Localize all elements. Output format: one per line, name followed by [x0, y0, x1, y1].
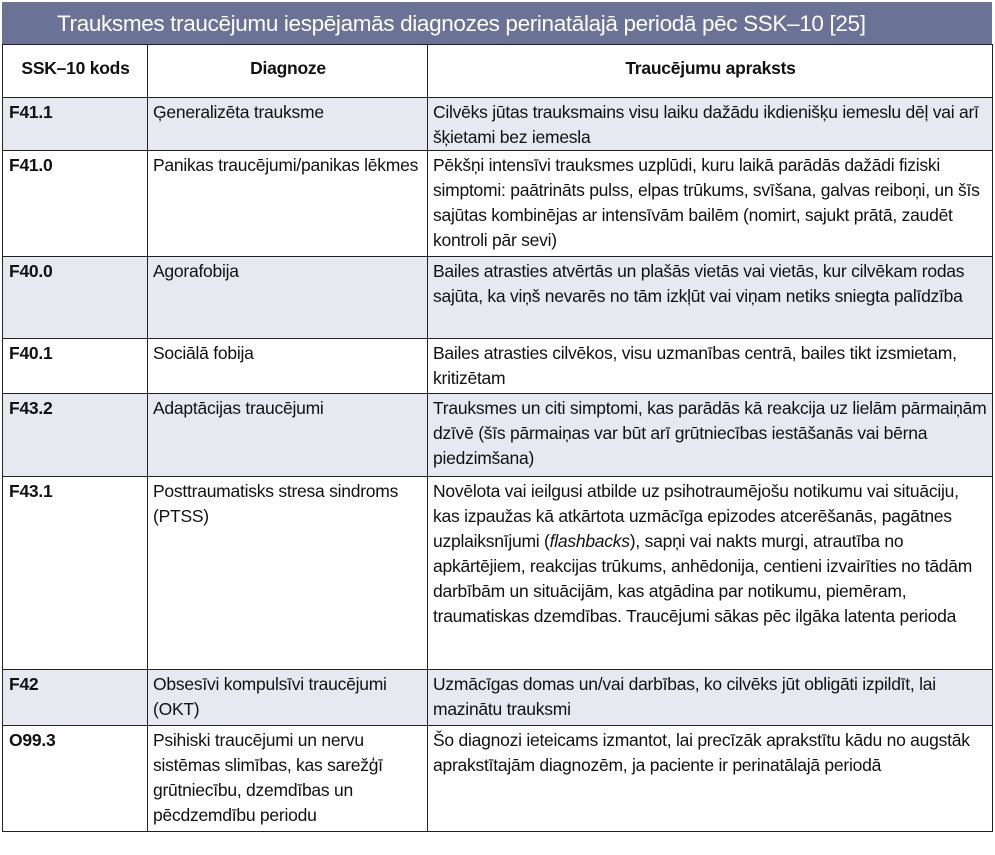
description-cell: Bailes atrasties atvērtās un plašās vietās vai vietās, kur cilvēkam rodas sajūta, ka viņš nevarēs no tām izkļūt vai viņam netiks sniegta palīdzība [428, 257, 993, 339]
description-cell: Bailes atrasties cilvēkos, visu uzmanības centrā, bailes tikt izsmietam, kritizētam [428, 339, 993, 394]
description-cell: Pēkšņi intensīvi trauksmes uzplūdi, kuru laikā parādās dažādi fiziski simptomi: paātrināts pulss, elpas trūkums, svīšana, galvas reiboņi, un šīs sajūtas kombinējas ar intensīvām bailēm (nomirt, sajukt prātā, zaudēt kontroli pār sevi) [428, 151, 993, 257]
header-diagnosis: Diagnoze [148, 45, 428, 98]
description-cell: Šo diagnozi ieteicams izmantot, lai precīzāk aprakstītu kādu no augstāk aprakstītajām diagnozēm, ja paciente ir perinatālajā periodā [428, 726, 993, 832]
table-row [3, 257, 993, 339]
code-cell: F42 [3, 670, 148, 726]
description-cell: Uzmācīgas domas un/vai darbības, ko cilvēks jūt obligāti izpildīt, lai mazinātu trauksmi [428, 670, 993, 726]
table-row [3, 726, 993, 832]
diagnosis-cell: Adaptācijas traucējumi [148, 394, 428, 477]
code-cell: O99.3 [3, 726, 148, 832]
code-cell: F43.1 [3, 477, 148, 670]
code-cell: F40.1 [3, 339, 148, 394]
table-row [3, 670, 993, 726]
description-italic-text: flashbacks [549, 531, 630, 551]
diagnosis-cell: Obsesīvi kompulsīvi traucējumi (OKT) [148, 670, 428, 726]
description-cell: Cilvēks jūtas trauksmains visu laiku dažādu ikdienišķu iemeslu dēļ vai arī šķietami bez iemesla [428, 98, 993, 151]
description-cell [428, 477, 993, 670]
description-cell: Trauksmes un citi simptomi, kas parādās kā reakcija uz lielām pārmaiņām dzīvē (šīs pārmaiņas var būt arī grūtniecības iestāšanās vai bērna piedzimšana) [428, 394, 993, 477]
table-row [3, 151, 993, 257]
table-row [3, 98, 993, 151]
table-row [3, 339, 993, 394]
code-cell: F43.2 [3, 394, 148, 477]
description-text: Novēlota vai ieilgusi atbilde uz psihotraumējošu notikumu vai situāciju, kas izpaužas kā atkārtota uzmācīga epizodes atcerēšanās, pagātnes uzplaiksnījumi ( [433, 481, 959, 551]
diagnosis-cell: Sociālā fobija [148, 339, 428, 394]
header-description: Traucējumu apraksts [428, 45, 993, 98]
diagnosis-cell: Panikas traucējumi/panikas lēkmes [148, 151, 428, 257]
header-row [3, 45, 993, 98]
description-text: ), sapņi vai nakts murgi, atrautība no apkārtējiem, reakcijas trūkums, anhēdonija, centieni izvairīties no tādām darbībām un situācijām, kas atgādina par notikumu, piemēram, traumatiskas dzemdības. Traucējumi sākas pēc ilgāka latenta perioda [433, 531, 973, 626]
table-row [3, 394, 993, 477]
diagnosis-cell: Psihiski traucējumi un nervu sistēmas slimības, kas sarežģī grūtniecību, dzemdības un pēcdzemdību periodu [148, 726, 428, 832]
diagnosis-table [2, 44, 993, 832]
document [2, 2, 992, 832]
code-cell: F41.0 [3, 151, 148, 257]
code-cell: F41.1 [3, 98, 148, 151]
diagnosis-cell: Posttraumatisks stresa sindroms (PTSS) [148, 477, 428, 670]
diagnosis-cell: Ģeneralizēta trauksme [148, 98, 428, 151]
code-cell: F40.0 [3, 257, 148, 339]
table-row [3, 477, 993, 670]
diagnosis-cell: Agorafobija [148, 257, 428, 339]
header-code: SSK–10 kods [3, 45, 148, 98]
table-title: Trauksmes traucējumu iespējamās diagnozes perinatālajā periodā pēc SSK–10 [25] [2, 2, 992, 44]
